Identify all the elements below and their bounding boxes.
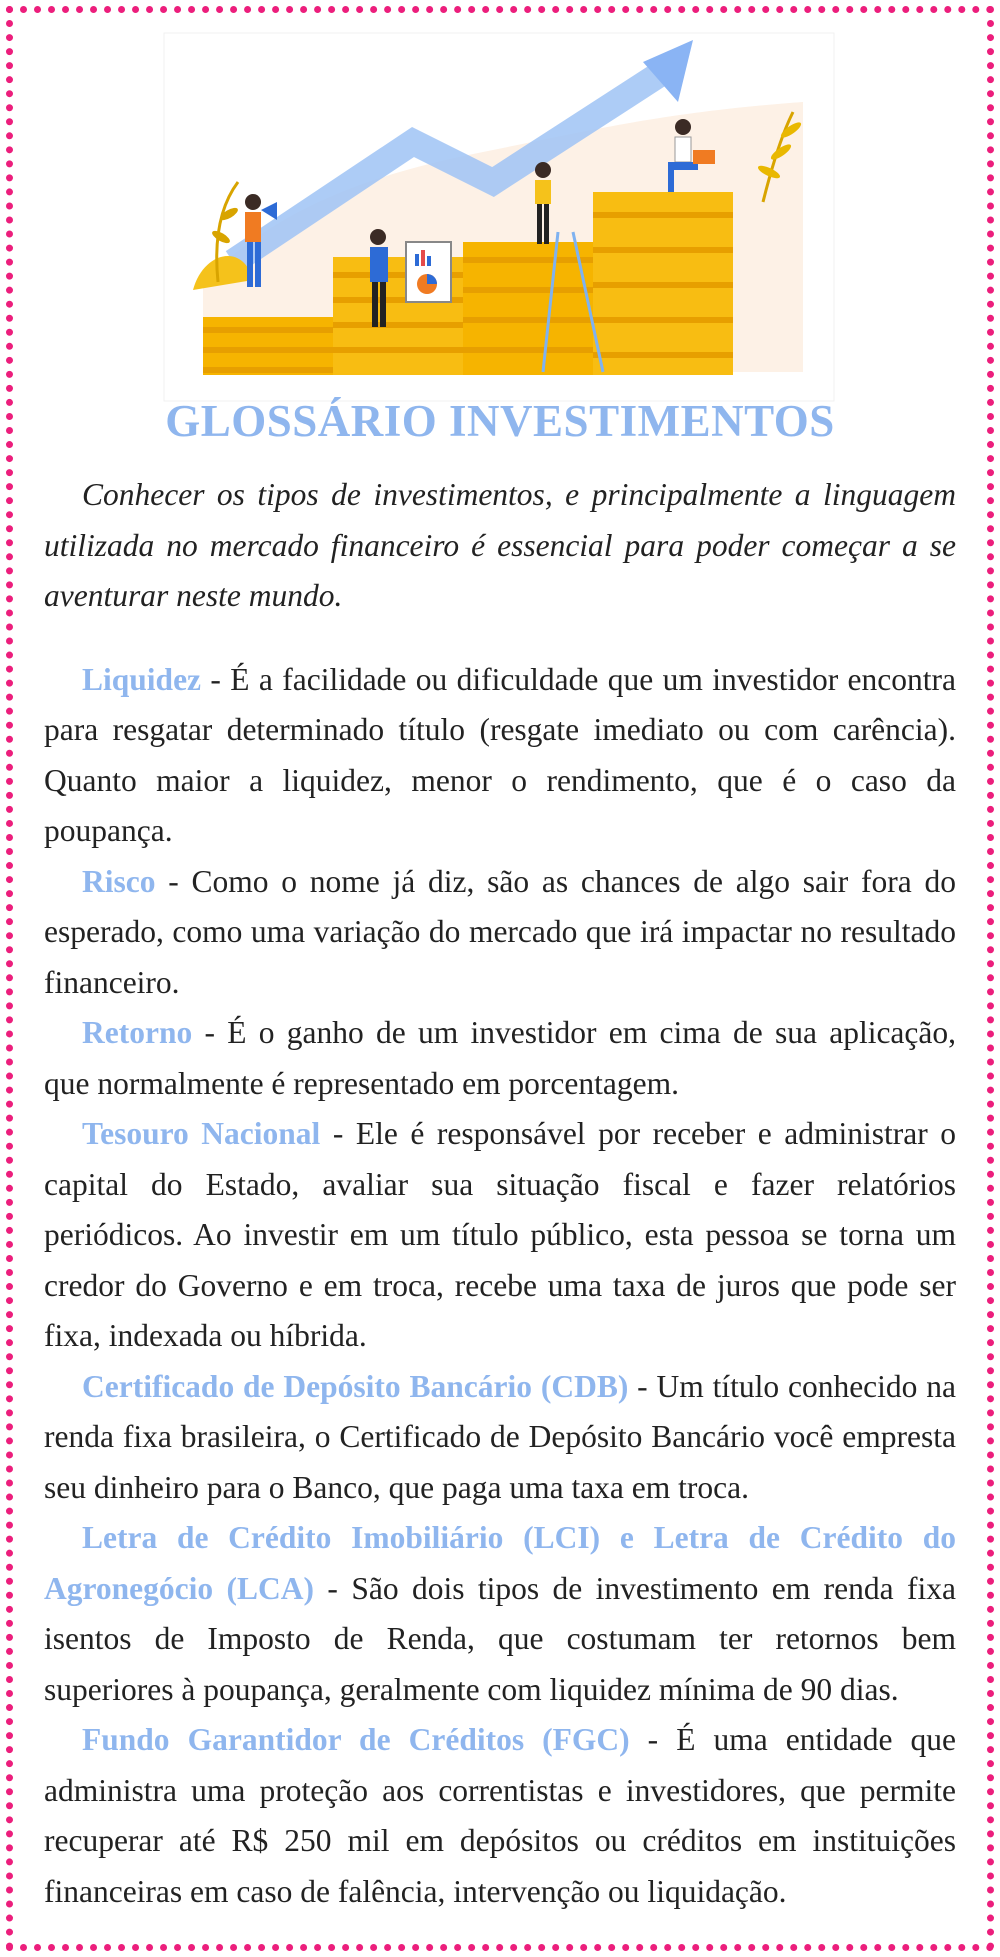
glossary-definition: - Ele é responsável por receber e administrar o capital do Estado, avaliar sua situação fiscal e fazer relatórios periódicos. Ao investir em um título público, esta pessoa se torna um credor do Governo e em troca, recebe uma taxa de juros que pode ser fixa, indexada ou híbrida. <box>44 1116 957 1353</box>
glossary-definition: - É a facilidade ou dificuldade que um investidor encontra para resgatar determinado título (resgate imediato ou com carência). Quanto maior a liquidez, menor o rendimento, que é o caso da poupança. <box>44 661 956 848</box>
glossary-entry-retorno <box>44 1008 956 1109</box>
glossary-entry-fgc <box>44 1715 956 1917</box>
glossary-term: Retorno <box>82 1015 193 1050</box>
glossary-definition: - Como o nome já diz, são as chances de algo sair fora do esperado, como uma variação do mercado que irá impactar no resultado financeiro. <box>44 863 956 1000</box>
glossary-definition: - É o ganho de um investidor em cima de sua aplicação, que normalmente é representado em porcentagem. <box>44 1015 956 1101</box>
glossary-term: Tesouro Nacional <box>82 1116 321 1151</box>
glossary-entry-liquidez <box>44 655 956 857</box>
glossary-term: Letra de Crédito Imobiliário (LCI) e Letra de Crédito do Agronegócio (LCA) <box>44 1520 956 1606</box>
glossary-term: Risco <box>82 863 156 899</box>
glossary-definition: - É uma entidade que administra uma proteção aos correntistas e investidores, que permite recuperar até R$ 250 mil em depósitos ou créditos em instituições financeiras em caso de falência, intervenção ou liquidação. <box>44 1722 956 1909</box>
glossary-term: Fundo Garantidor de Créditos (FGC) <box>82 1722 630 1757</box>
glossary-entry-cdb <box>44 1362 956 1514</box>
intro-paragraph: Conhecer os tipos de investimentos, e principalmente a linguagem utilizada no mercado financeiro é essencial para poder começar a se aventurar neste mundo. <box>44 477 956 613</box>
glossary-entry-lci-lca <box>44 1513 956 1715</box>
investment-growth-illustration <box>163 32 835 402</box>
glossary-body <box>44 470 956 1917</box>
glossary-definition: - Um título conhecido na renda fixa brasileira, o Certificado de Depósito Bancário você empresta seu dinheiro para o Banco, que paga uma taxa em troca. <box>44 1368 956 1505</box>
glossary-entry-tesouro-nacional <box>44 1109 956 1362</box>
glossary-term: Liquidez <box>82 661 202 697</box>
page-title: GLOSSÁRIO INVESTIMENTOS <box>165 396 835 446</box>
glossary-definition: - São dois tipos de investimento em renda fixa isentos de Imposto de Renda, que costumam ter retornos bem superiores à poupança, geralmente com liquidez mínima de 90 dias. <box>44 1570 956 1707</box>
glossary-entry-risco <box>44 857 956 1009</box>
glossary-term: Certificado de Depósito Bancário (CDB) <box>82 1368 629 1404</box>
